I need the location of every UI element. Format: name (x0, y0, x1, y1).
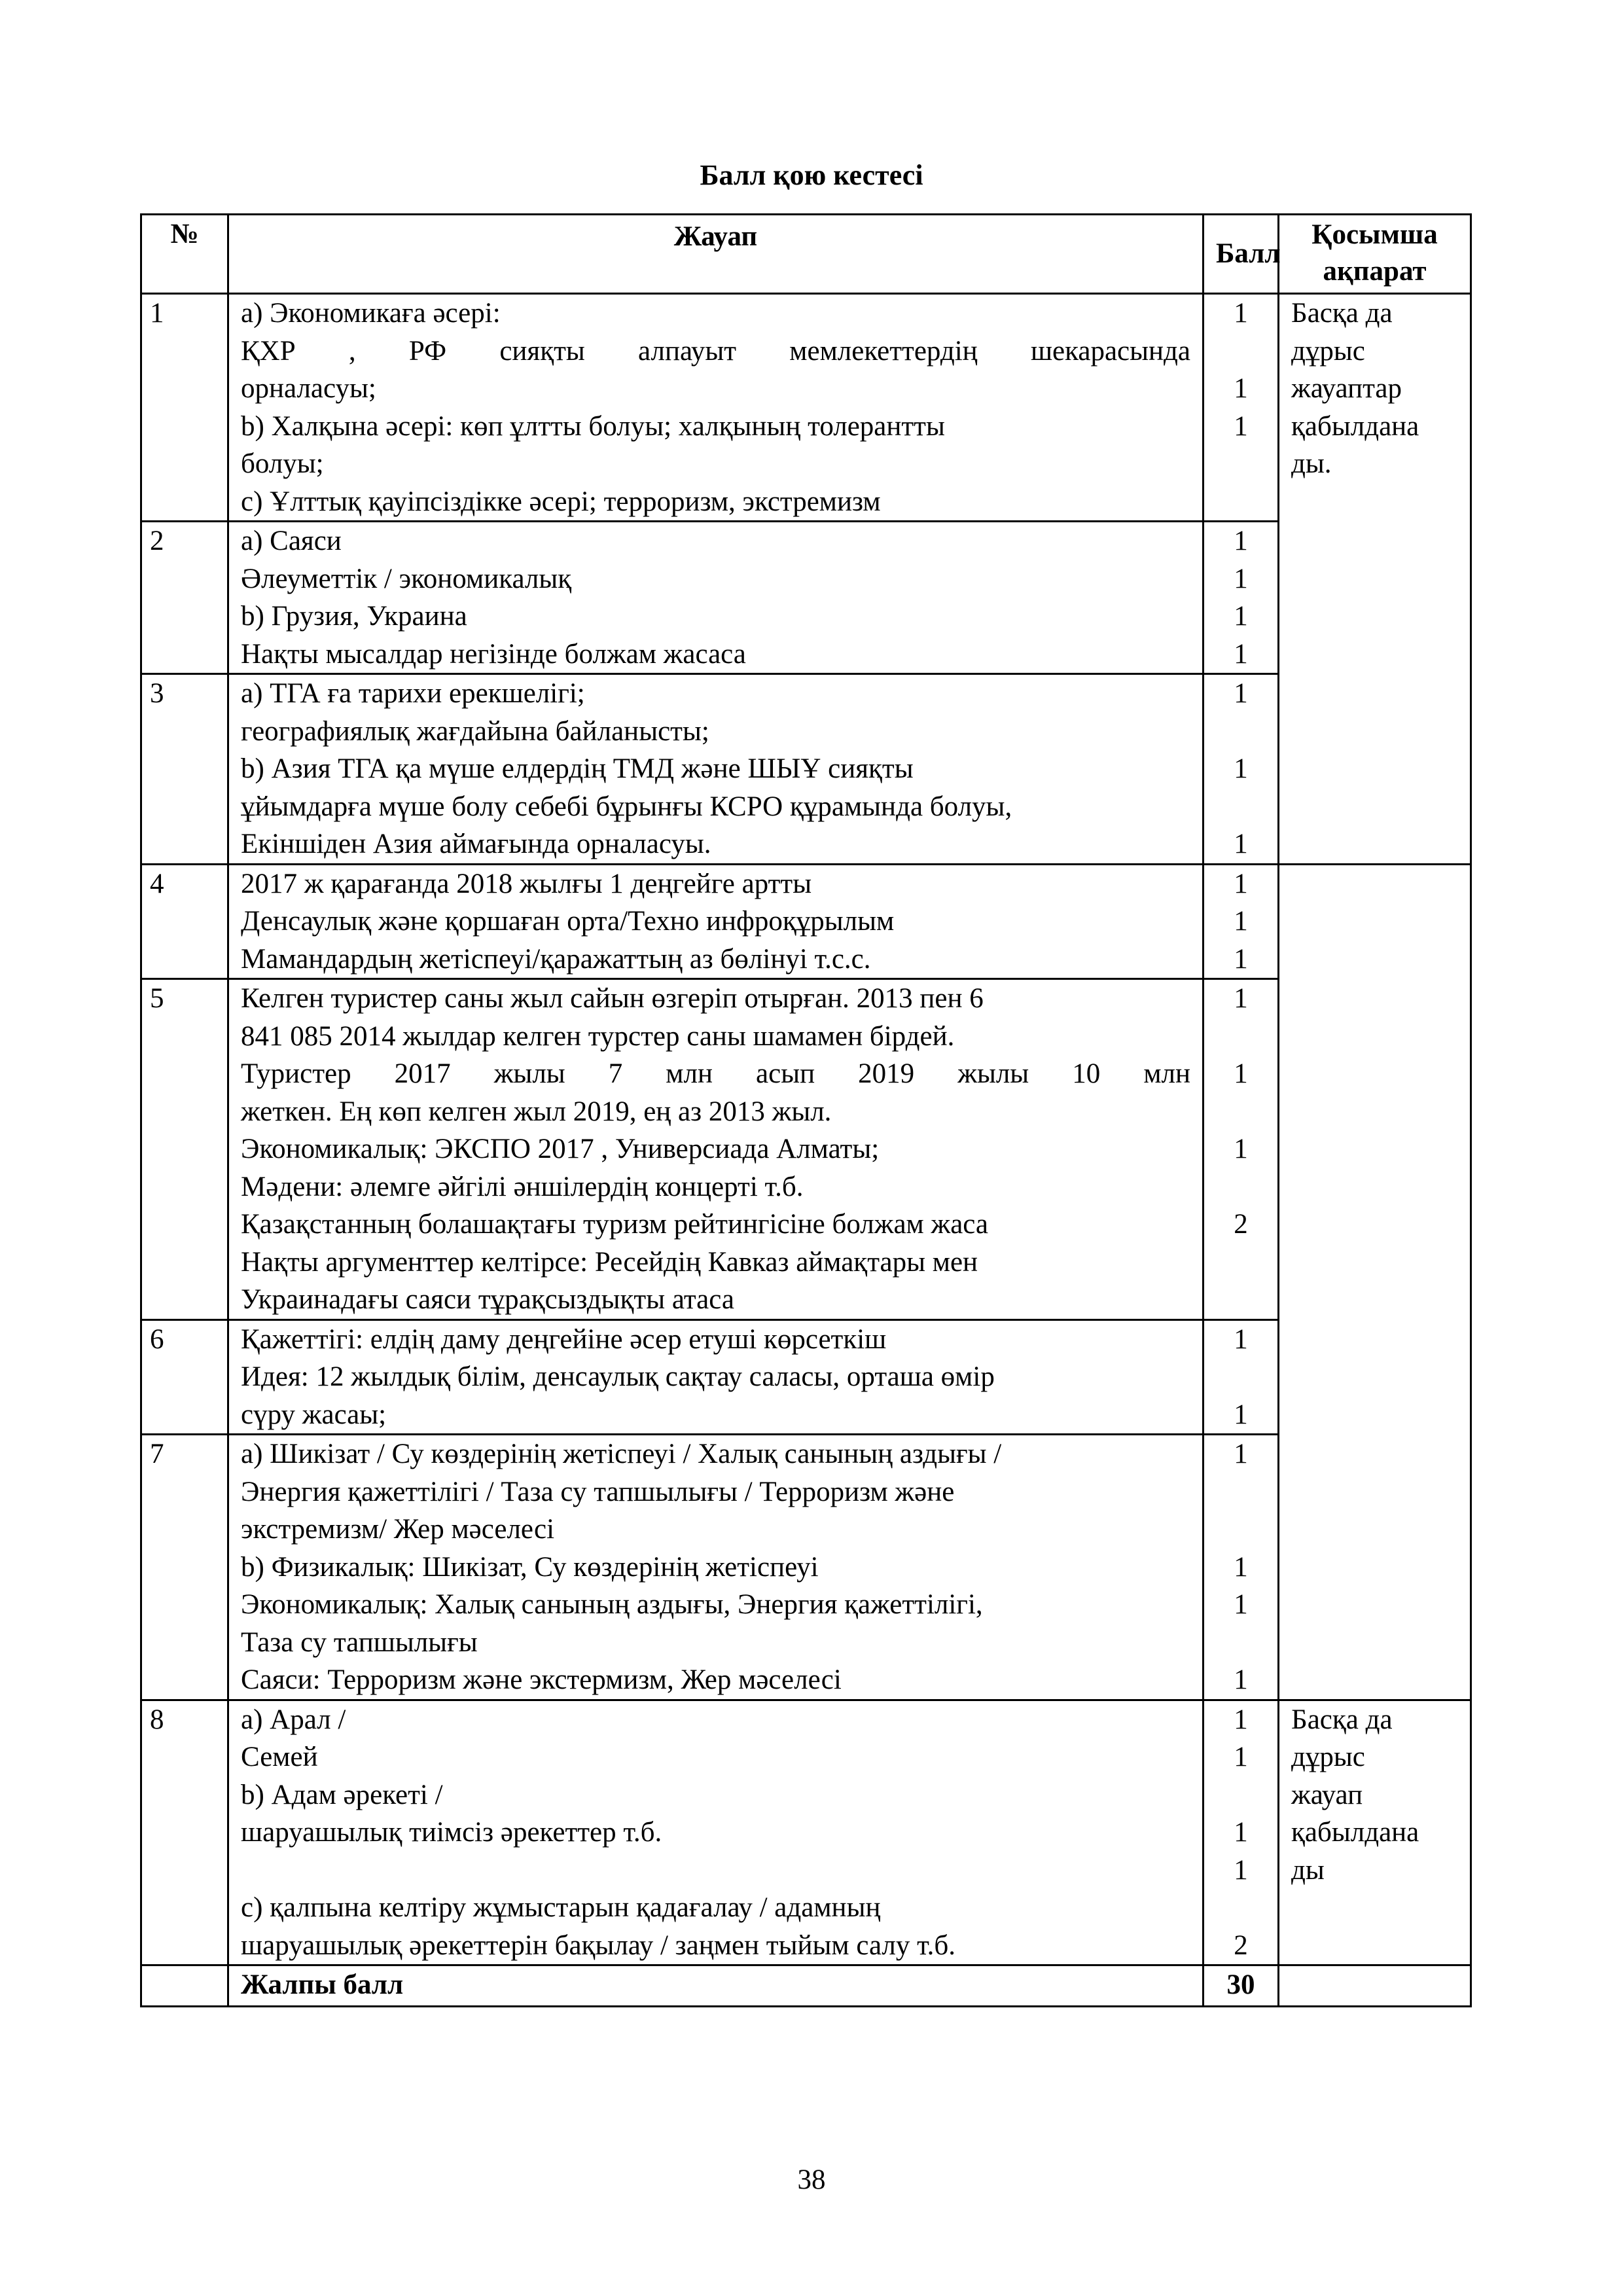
answer-line: географиялық жағдайына байланысты; (241, 715, 709, 747)
points-value (1216, 1473, 1266, 1511)
answer-line: c) қалпына келтіру жұмыстарын қадағалау / адамның (241, 1892, 881, 1923)
points-value (1216, 445, 1266, 483)
answer-line: b) Физикалық: Шикізат, Су көздерінің жетіспеуі (241, 1551, 819, 1583)
points-value: 1 (1234, 526, 1248, 556)
answer-line: Қазақстанның болашақтағы туризм рейтингісіне болжам жаса (241, 1209, 988, 1240)
points-value: 1 (1234, 943, 1248, 975)
answer-line: а) ТГА ға тарихи ерекшелігі; (241, 678, 585, 709)
answer-line: а) Арал / (241, 1704, 346, 1735)
answer-line: ҚХР , РФ сияқты алпауыт мемлекеттердің шекарасында (241, 335, 1190, 367)
answer-line: шаруашылық тиімсіз әрекеттер т.б. (241, 1817, 662, 1848)
points-value (1216, 1168, 1266, 1206)
info-line: қабылдана (1291, 410, 1419, 442)
points-value: 1 (1234, 1704, 1248, 1735)
row-points (1204, 864, 1279, 979)
info-line: дұрыс (1291, 335, 1365, 367)
table-row (141, 674, 1471, 865)
answer-line: а) Саяси (241, 526, 342, 556)
points-value (1216, 332, 1266, 370)
row-points (1204, 522, 1279, 674)
answer-line: Денсаулық және қоршаған орта/Техно инфроқұрылым (241, 906, 895, 937)
row-number: 3 (141, 674, 228, 865)
answer-line: Мәдени: әлемге әйгілі әншілердің концерті т.б. (241, 1171, 804, 1202)
answer-line: Таза су тапшылығы (241, 1626, 478, 1658)
points-value: 1 (1234, 410, 1248, 442)
points-value (1216, 1244, 1266, 1282)
table-row (141, 1700, 1471, 1965)
total-value: 30 (1204, 1965, 1279, 2007)
answer-line: 2017 ж қарағанда 2018 жылғы 1 деңгейге артты (241, 868, 812, 899)
row-answer (228, 979, 1204, 1320)
header-info-line: Қосымша (1311, 219, 1438, 250)
info-line: Басқа да (1291, 1704, 1393, 1735)
points-value (1216, 1018, 1266, 1056)
answer-line: b) Адам әрекеті / (241, 1779, 443, 1810)
answer-line: 841 085 2014 жылдар келген турстер саны шамамен бірдей. (241, 1020, 955, 1052)
row-number: 2 (141, 522, 228, 674)
row-answer (228, 1700, 1204, 1965)
info-line: ды (1291, 1854, 1325, 1886)
info-line: жауаптар (1291, 373, 1402, 404)
points-value: 1 (1234, 906, 1248, 937)
points-value: 1 (1234, 983, 1248, 1014)
points-value: 1 (1234, 1664, 1248, 1695)
points-value: 1 (1234, 829, 1248, 859)
info-line: Басқа да (1291, 298, 1393, 329)
row-answer (228, 1319, 1204, 1435)
points-value (1216, 1358, 1266, 1396)
points-value: 1 (1234, 678, 1248, 709)
points-value: 1 (1234, 1817, 1248, 1848)
answer-line: шаруашылық әрекеттерін бақылау / заңмен тыйым салу т.б. (241, 1929, 956, 1961)
answer-line: c) Ұлттық қауіпсіздікке әсері; терроризм, экстремизм (241, 486, 881, 517)
answer-line: Нақты аргументтер келтірсе: Ресейдің Кавказ аймақтары мен (241, 1246, 978, 1278)
row-answer (228, 522, 1204, 674)
answer-line: Семей (241, 1742, 318, 1772)
points-value (1216, 483, 1266, 521)
points-value (1216, 1511, 1266, 1549)
points-value: 1 (1234, 1399, 1248, 1430)
points-value: 1 (1234, 601, 1248, 632)
header-answer: Жауап (228, 215, 1204, 294)
answer-line: b) Халқына әсері: көп ұлтты болуы; халқының толерантты (241, 410, 945, 442)
total-info-empty (1279, 1965, 1471, 2007)
page-title: Балл қою кестесі (700, 159, 923, 191)
answer-line: b) Азия ТГА қа мүше елдердің ТМД және ШЫҰ сияқты (241, 753, 914, 784)
answer-line: Нақты мысалдар негізінде болжам жасаса (241, 638, 746, 670)
row-additional-info (1279, 294, 1471, 865)
info-line: жауап (1291, 1779, 1363, 1810)
answer-line: Украинадағы саяси тұрақсыздықты атаса (241, 1284, 734, 1315)
points-value (1216, 1281, 1266, 1319)
header-info-line: ақпарат (1323, 256, 1427, 287)
row-answer (228, 294, 1204, 522)
points-value (1216, 1776, 1266, 1814)
answer-line: b) Грузия, Украина (241, 601, 467, 632)
table-row (141, 1435, 1471, 1700)
answer-line: Әлеуметтік / экономикалық (241, 563, 572, 594)
row-points (1204, 1435, 1279, 1700)
points-value: 1 (1234, 1134, 1248, 1164)
row-additional-info (1279, 864, 1471, 1700)
answer-line: сүру жасаы; (241, 1399, 387, 1430)
answer-line: Туристер 2017 жылы 7 млн асып 2019 жылы 10 млн (241, 1058, 1190, 1089)
answer-line: Екіншіден Азия аймағында орналасуы. (241, 829, 711, 859)
points-value: 1 (1234, 1551, 1248, 1583)
points-value: 1 (1234, 1439, 1248, 1469)
info-line: дұрыс (1291, 1742, 1365, 1772)
points-value: 1 (1234, 753, 1248, 784)
row-number: 5 (141, 979, 228, 1320)
info-line: қабылдана (1291, 1817, 1419, 1848)
header-additional-info (1279, 215, 1471, 294)
answer-line: Қажеттігі: елдің даму деңгейіне әсер етуші көрсеткіш (241, 1323, 887, 1355)
points-value (1216, 1889, 1266, 1927)
row-points (1204, 979, 1279, 1320)
answer-line: экстремизм/ Жер мәселесі (241, 1514, 555, 1545)
info-line: ды. (1291, 448, 1332, 479)
header-points: Балл (1204, 215, 1279, 294)
answer-line: Идея: 12 жылдық білім, денсаулық сақтау саласы, орташа өмір (241, 1361, 995, 1392)
row-number: 6 (141, 1319, 228, 1435)
answer-line: а) Шикізат / Су көздерінің жетіспеуі / Халық санының аздығы / (241, 1439, 1002, 1469)
table-row (141, 294, 1471, 522)
row-additional-info (1279, 1700, 1471, 1965)
row-answer (228, 674, 1204, 865)
page-number: 38 (797, 2164, 826, 2195)
answer-line (241, 1852, 1190, 1890)
answer-line: орналасуы; (241, 373, 376, 404)
total-label: Жалпы балл (228, 1965, 1204, 2007)
row-points (1204, 294, 1279, 522)
table-row (141, 979, 1471, 1320)
table-row (141, 522, 1471, 674)
points-value (1216, 788, 1266, 826)
row-number: 1 (141, 294, 228, 522)
row-number: 4 (141, 864, 228, 979)
answer-line: Келген туристер саны жыл сайын өзгеріп отырған. 2013 пен 6 (241, 983, 984, 1014)
row-number: 7 (141, 1435, 228, 1700)
points-value: 1 (1234, 1854, 1248, 1886)
answer-line: Мамандардың жетіспеуі/қаражаттың аз бөлінуі т.с.с. (241, 943, 871, 975)
answer-line: жеткен. Ең көп келген жыл 2019, ең аз 2013 жыл. (241, 1096, 832, 1127)
points-value: 1 (1234, 1058, 1248, 1089)
table-header-row (141, 215, 1471, 294)
points-value: 1 (1234, 1323, 1248, 1355)
row-points (1204, 1700, 1279, 1965)
points-value: 1 (1234, 1589, 1248, 1620)
points-value: 1 (1234, 638, 1248, 670)
score-table (140, 213, 1472, 2007)
row-answer (228, 1435, 1204, 1700)
table-row (141, 864, 1471, 979)
total-empty-cell (141, 1965, 228, 2007)
row-points (1204, 674, 1279, 865)
points-value: 1 (1234, 298, 1248, 329)
answer-line: Саяси: Терроризм және экстермизм, Жер мәселесі (241, 1664, 842, 1695)
answer-line: а) Экономикаға әсері: (241, 298, 501, 329)
answer-line: Экономикалық: ЭКСПО 2017 , Универсиада Алматы; (241, 1134, 880, 1164)
answer-line: болуы; (241, 448, 324, 479)
row-points (1204, 1319, 1279, 1435)
points-value: 1 (1234, 373, 1248, 404)
points-value (1216, 713, 1266, 751)
answer-line: ұйымдарға мүше болу себебі бұрынғы КСРО құрамында болуы, (241, 791, 1012, 822)
answer-line: Энергия қажеттілігі / Таза су тапшылығы / Терроризм және (241, 1476, 955, 1507)
row-number: 8 (141, 1700, 228, 1965)
row-answer (228, 864, 1204, 979)
table-row (141, 1319, 1471, 1435)
points-value (1216, 1624, 1266, 1662)
points-value: 2 (1234, 1929, 1248, 1961)
header-number: № (141, 215, 228, 294)
answer-line: Экономикалық: Халық санының аздығы, Энергия қажеттілігі, (241, 1589, 983, 1620)
points-value: 1 (1234, 563, 1248, 594)
points-value (1216, 1093, 1266, 1131)
points-value: 1 (1234, 1742, 1248, 1772)
points-value: 2 (1234, 1209, 1248, 1240)
points-value: 1 (1234, 868, 1248, 899)
total-row (141, 1965, 1471, 2007)
